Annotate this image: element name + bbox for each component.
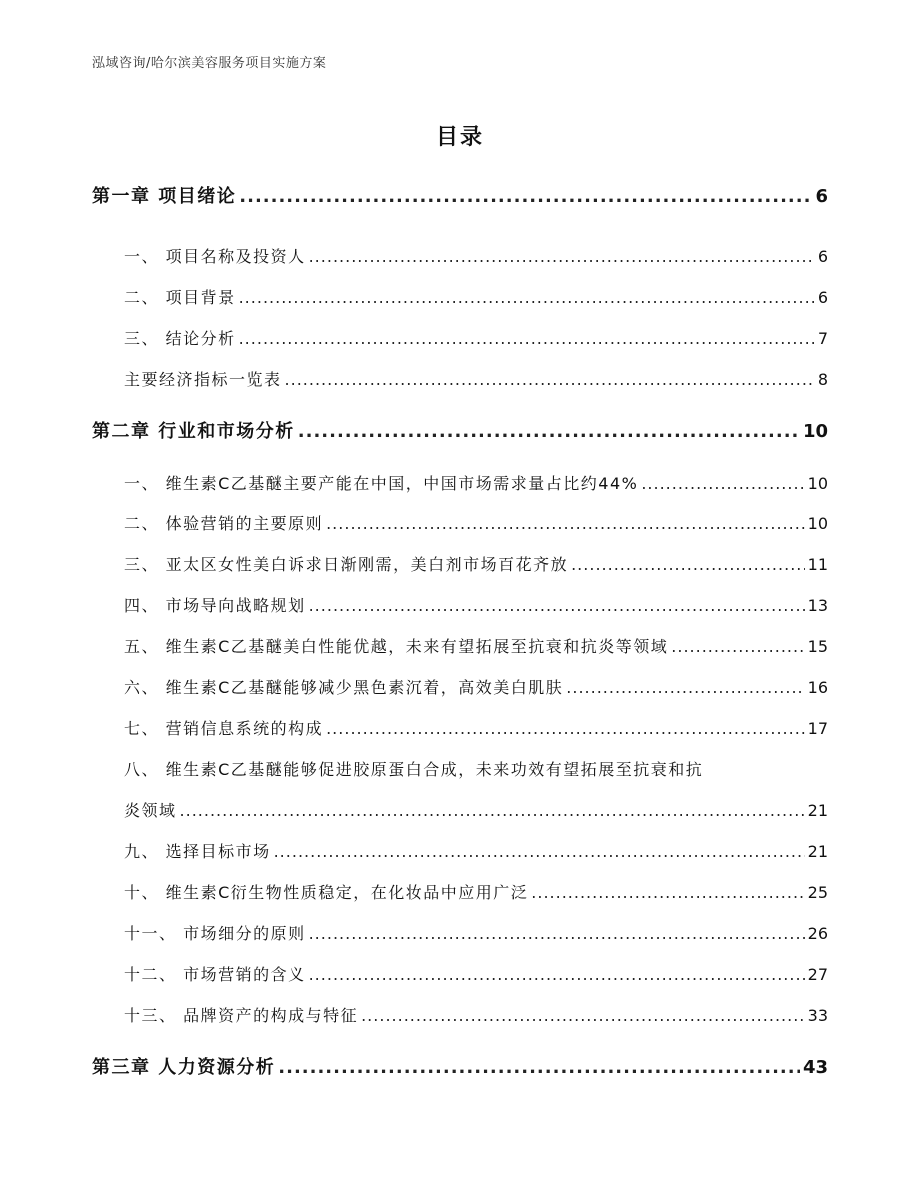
toc-section-2-4[interactable] bbox=[124, 593, 828, 619]
toc-section-2-11[interactable] bbox=[124, 921, 828, 947]
dot-leader bbox=[298, 419, 800, 445]
dot-leader bbox=[239, 326, 815, 352]
toc-section-2-1[interactable] bbox=[124, 471, 828, 497]
toc-label: 二、 体验营销的主要原则 bbox=[124, 514, 324, 533]
toc-page-number: 8 bbox=[817, 370, 828, 389]
toc-page-number: 6 bbox=[815, 186, 828, 207]
toc-label: 四、 市场导向战略规划 bbox=[124, 596, 306, 615]
dot-leader bbox=[309, 593, 805, 619]
toc-page-number: 33 bbox=[807, 1006, 828, 1025]
toc-chapter-2[interactable] bbox=[92, 419, 828, 445]
toc-page-number: 21 bbox=[807, 842, 828, 861]
dot-leader bbox=[239, 184, 812, 210]
toc-label: 五、 维生素C乙基醚美白性能优越，未来有望拓展至抗衰和抗炎等领域 bbox=[124, 637, 669, 656]
toc-label: 三、 结论分析 bbox=[124, 329, 236, 348]
toc-section-2-3[interactable] bbox=[124, 552, 828, 578]
toc-section-1-4[interactable] bbox=[124, 367, 828, 393]
toc-page-number: 25 bbox=[807, 883, 828, 902]
toc-label: 六、 维生素C乙基醚能够减少黑色素沉着，高效美白肌肤 bbox=[124, 678, 564, 697]
toc-page-number: 10 bbox=[807, 474, 828, 493]
toc-page-number: 7 bbox=[817, 329, 828, 348]
dot-leader bbox=[180, 798, 805, 824]
toc-section-2-5[interactable] bbox=[124, 634, 828, 660]
toc-page-number: 10 bbox=[807, 514, 828, 533]
toc-label: 第二章 行业和市场分析 bbox=[92, 421, 295, 442]
dot-leader bbox=[309, 921, 805, 947]
toc-label: 十三、 品牌资产的构成与特征 bbox=[124, 1006, 359, 1025]
dot-leader bbox=[285, 367, 815, 393]
toc-page-number: 6 bbox=[817, 288, 828, 307]
toc-page-number: 17 bbox=[807, 719, 828, 738]
toc-label: 三、 亚太区女性美白诉求日渐刚需，美白剂市场百花齐放 bbox=[124, 555, 569, 574]
toc-section-2-12[interactable] bbox=[124, 962, 828, 988]
toc-label: 第一章 项目绪论 bbox=[92, 186, 237, 207]
toc-page-number: 10 bbox=[802, 421, 828, 442]
toc-label: 第三章 人力资源分析 bbox=[92, 1057, 276, 1078]
toc-label: 十一、 市场细分的原则 bbox=[124, 924, 306, 943]
toc-label: 十二、 市场营销的含义 bbox=[124, 965, 306, 984]
dot-leader bbox=[531, 880, 804, 906]
toc-chapter-1[interactable] bbox=[92, 184, 828, 210]
toc-label: 七、 营销信息系统的构成 bbox=[124, 719, 324, 738]
dot-leader bbox=[274, 839, 805, 865]
dot-leader bbox=[361, 1003, 805, 1029]
toc-page-number: 6 bbox=[817, 247, 828, 266]
toc-page-number: 16 bbox=[807, 678, 828, 697]
dot-leader bbox=[326, 511, 805, 537]
toc-label: 二、 项目背景 bbox=[124, 288, 236, 307]
toc-section-1-1[interactable] bbox=[124, 244, 828, 270]
toc-section-1-2[interactable] bbox=[124, 285, 828, 311]
dot-leader bbox=[566, 675, 804, 701]
dot-leader bbox=[671, 634, 804, 660]
toc-label: 九、 选择目标市场 bbox=[124, 842, 271, 861]
toc-chapter-3[interactable] bbox=[92, 1055, 828, 1081]
running-header: 泓域咨询/哈尔滨美容服务项目实施方案 bbox=[92, 56, 327, 71]
toc-section-2-8[interactable] bbox=[124, 798, 828, 824]
dot-leader bbox=[641, 471, 804, 497]
dot-leader bbox=[239, 285, 815, 311]
toc-section-2-6[interactable] bbox=[124, 675, 828, 701]
dot-leader bbox=[571, 552, 805, 578]
dot-leader bbox=[326, 716, 805, 742]
toc-section-1-3[interactable] bbox=[124, 326, 828, 352]
toc-label: 炎领域 bbox=[124, 801, 177, 820]
toc-page-number: 13 bbox=[807, 596, 828, 615]
toc-page-number: 27 bbox=[807, 965, 828, 984]
dot-leader bbox=[309, 962, 805, 988]
toc-section-2-7[interactable] bbox=[124, 716, 828, 742]
toc-label: 主要经济指标一览表 bbox=[124, 370, 282, 389]
toc-title: 目录 bbox=[435, 125, 484, 150]
toc-section-2-9[interactable] bbox=[124, 839, 828, 865]
toc-section-2-13[interactable] bbox=[124, 1003, 828, 1029]
dot-leader bbox=[278, 1055, 800, 1081]
toc-label: 十、 维生素C衍生物性质稳定，在化妆品中应用广泛 bbox=[124, 883, 529, 902]
toc-page-number: 21 bbox=[807, 801, 828, 820]
toc-page-number: 43 bbox=[802, 1057, 828, 1078]
toc-section-2-10[interactable] bbox=[124, 880, 828, 906]
toc-section-2-8-line1[interactable]: 八、 维生素C乙基醚能够促进胶原蛋白合成，未来功效有望拓展至抗衰和抗 bbox=[124, 760, 704, 779]
toc-label: 一、 维生素C乙基醚主要产能在中国，中国市场需求量占比约44% bbox=[124, 474, 639, 493]
toc-section-2-2[interactable] bbox=[124, 511, 828, 537]
toc-page-number: 11 bbox=[807, 555, 828, 574]
toc-page-number: 26 bbox=[807, 924, 828, 943]
dot-leader bbox=[309, 244, 815, 270]
toc-page-number: 15 bbox=[807, 637, 828, 656]
toc-label: 一、 项目名称及投资人 bbox=[124, 247, 306, 266]
